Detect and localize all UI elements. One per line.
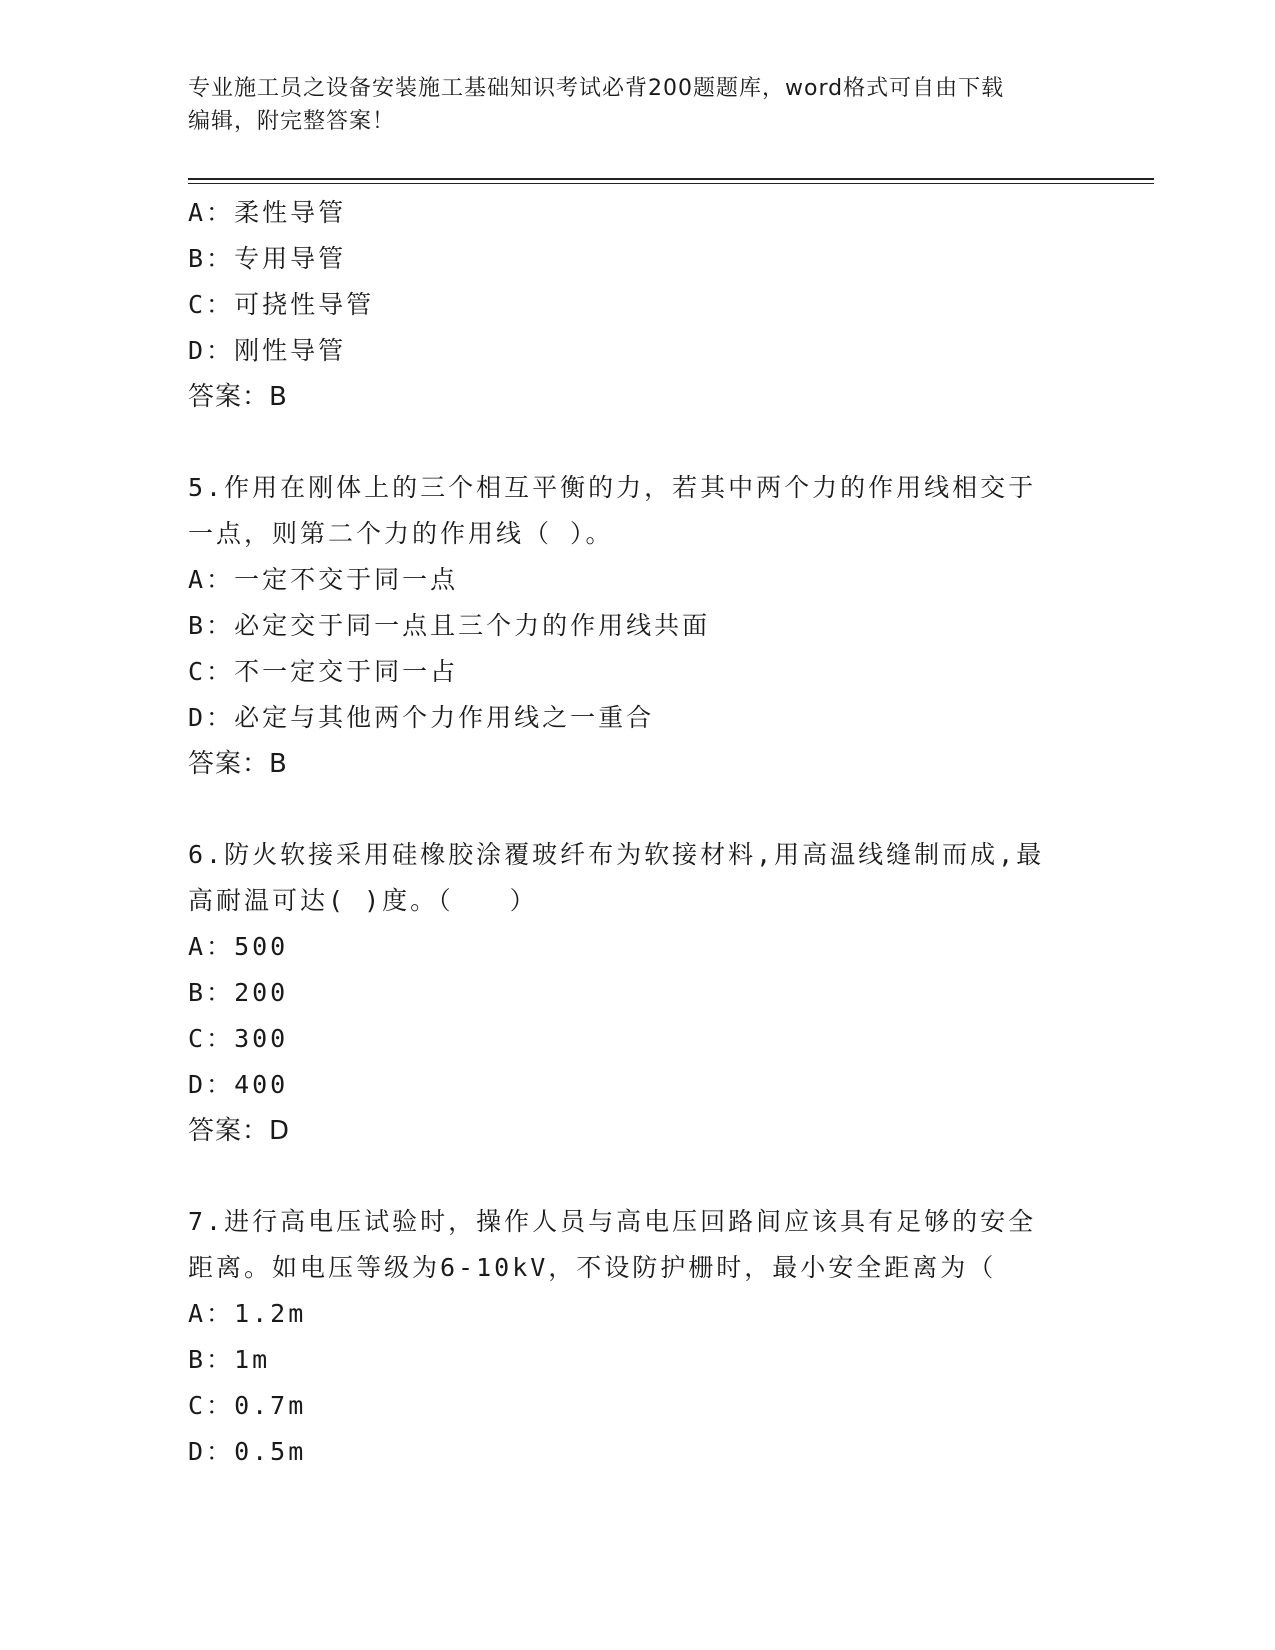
option-c: C：0.7m [188,1391,307,1420]
question-6 [188,832,1088,1154]
question-stem-cont: 一点，则第二个力的作用线（ ）。 [188,519,614,548]
answer-line: 答案：D [188,1116,291,1146]
option-d: D：400 [188,1070,289,1099]
question-stem: 5.作用在刚体上的三个相互平衡的力，若其中两个力的作用线相交于 [188,473,1037,502]
option-c: C：300 [188,1024,289,1053]
option-c: C：可挠性导管 [188,290,375,319]
header-divider-thin [188,183,1154,184]
option-a: A：一定不交于同一点 [188,565,459,594]
option-b: B：必定交于同一点且三个力的作用线共面 [188,611,711,640]
document-header [188,72,1068,138]
answer-line: 答案：B [188,749,288,779]
header-line-2: 编辑，附完整答案！ [188,109,396,134]
option-b: B：专用导管 [188,244,347,273]
question-stem: 7.进行高电压试验时，操作人员与高电压回路间应该具有足够的安全 [188,1207,1037,1236]
option-b: B：200 [188,978,289,1007]
question-stem-cont: 高耐温可达( )度。（ ） [188,886,538,915]
header-divider-thick [188,178,1154,180]
option-b: B：1m [188,1345,271,1374]
option-c: C：不一定交于同一占 [188,657,459,686]
question-7 [188,1199,1088,1475]
question-4 [188,190,1088,420]
option-a: A：柔性导管 [188,198,347,227]
option-d: D：必定与其他两个力作用线之一重合 [188,703,655,732]
option-a: A：1.2m [188,1299,307,1328]
question-stem: 6.防火软接采用硅橡胶涂覆玻纤布为软接材料,用高温线缝制而成,最 [188,840,1045,869]
question-5 [188,465,1088,787]
option-d: D：0.5m [188,1437,307,1466]
option-d: D：刚性导管 [188,336,347,365]
question-stem-cont: 距离。如电压等级为6-10kV，不设防护栅时，最小安全距离为（ [188,1253,997,1282]
question-list [188,190,1088,1475]
answer-line: 答案：B [188,382,288,412]
option-a: A：500 [188,932,289,961]
header-line-1: 专业施工员之设备安装施工基础知识考试必背200题题库，word格式可自由下载 [188,76,1005,101]
